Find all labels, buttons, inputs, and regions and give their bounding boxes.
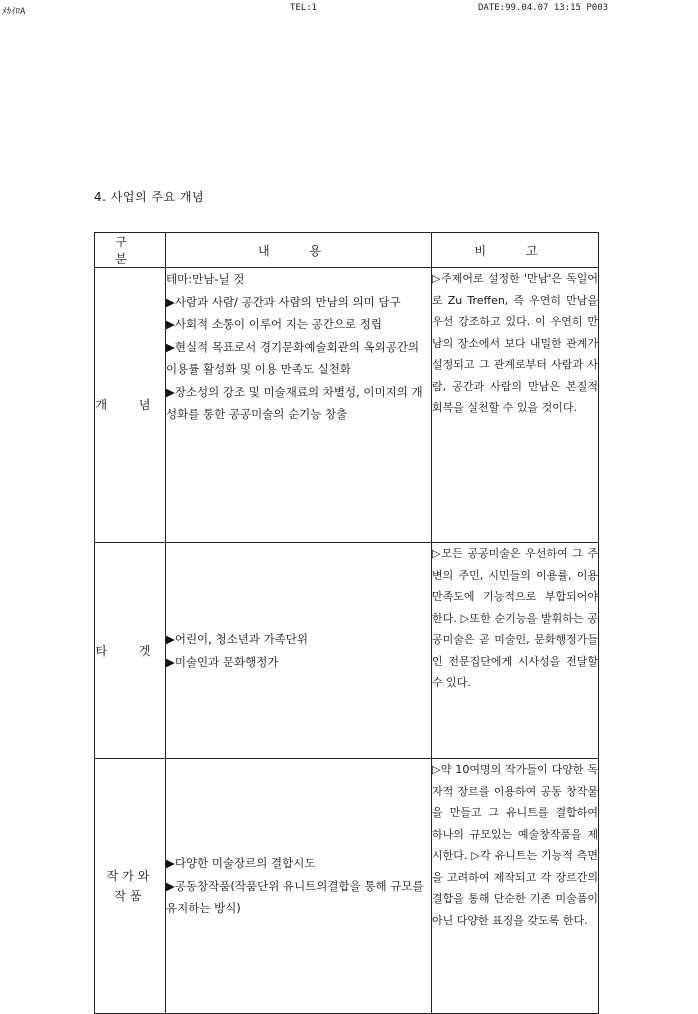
table-row bbox=[95, 543, 599, 759]
content-line: ▶공동창작품(작품단위 유니트의결합을 통해 규모를 유지하는 방식) bbox=[166, 878, 424, 916]
row-category-label: 작가와 작품 bbox=[106, 869, 154, 903]
row-category bbox=[95, 268, 166, 543]
fax-tel: TEL:1 bbox=[290, 3, 318, 13]
fax-date: DATE:99.04.07 13:15 P003 bbox=[478, 3, 609, 13]
content-line: ▶현실적 목표로서 경기문화예술회관의 옥외공간의 이용률 활성화 및 이용 만족도 실천화 bbox=[166, 339, 420, 376]
header-category: 구 분 bbox=[95, 233, 166, 268]
row-content bbox=[166, 759, 432, 1014]
table-header-row bbox=[95, 233, 599, 268]
row-category bbox=[95, 759, 166, 1014]
row-category-label: 개 념 bbox=[95, 398, 165, 412]
content-line: ▶장소성의 강조 및 미술재료의 차별성, 이미지의 개성화를 통한 공공미술의 순기능 창출 bbox=[166, 384, 423, 421]
content-line: ▶사회적 소통이 이루어 지는 공간으로 정립 bbox=[166, 317, 382, 331]
content-line: ▶미술인과 문화행정가 bbox=[166, 654, 279, 669]
content-line: 테마:만남-닐 것 bbox=[166, 272, 245, 286]
row-note: ▷모든 공공미술은 우선하여 그 주변의 주민, 시민들의 이용률, 이용만족도에 기능적으로 부합되어야 한다. ▷또한 순기능을 발휘하는 공공미술은 곧 미술인, 문화행정가들인 전문집단에게 시사성을 전달할 수 있다. bbox=[432, 543, 599, 759]
header-note: 비 고 bbox=[432, 233, 599, 268]
table-row bbox=[95, 268, 599, 543]
row-note: ▷약 10여명의 작가들이 다양한 독자적 장르를 이용하여 공동 창작물을 만들고 그 유니트를 결합하여 하나의 규모있는 예술창작품을 제시한다. ▷각 유니트는 기능적 측면을 고려하여 제작되고 각 장르간의 결합을 통해 단순한 기존 미술품이 아닌 다양한 표징을 갖도록 한다. bbox=[432, 759, 599, 1014]
row-content bbox=[166, 543, 432, 759]
row-category bbox=[95, 543, 166, 759]
fax-sender-id: ﾒｶｲﾛA bbox=[2, 7, 26, 17]
content-line: ▶어린이, 청소년과 가족단위 bbox=[166, 632, 309, 646]
concept-table bbox=[94, 232, 599, 1014]
row-category-label: 타 겟 bbox=[95, 643, 165, 658]
content-line: ▶사람과 사람/ 공간과 사람의 만남의 의미 담구 bbox=[166, 294, 401, 309]
row-content bbox=[166, 268, 432, 543]
section-title: 4. 사업의 주요 개념 bbox=[94, 190, 205, 204]
fax-header bbox=[0, 2, 698, 16]
header-content: 내 용 bbox=[166, 233, 432, 268]
content-line: ▶다양한 미술장르의 결합시도 bbox=[166, 856, 316, 871]
table-row bbox=[95, 759, 599, 1014]
row-note: ▷주제어로 설정한 '만남'은 독일어로 Zu Treffen, 즉 우연히 만남을 우선 강조하고 있다. 이 우연히 만남의 장소에서 보다 내밀한 관계가 설정되고 그 관계로부터 사람과 사람, 공간과 사람의 만남은 본질적 회복을 실천할 수 있을 것이다. bbox=[432, 268, 599, 543]
